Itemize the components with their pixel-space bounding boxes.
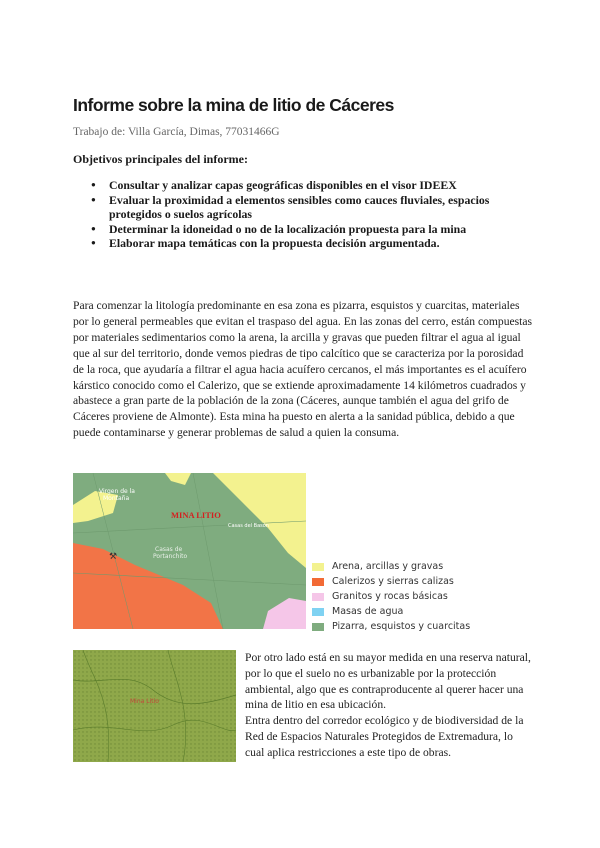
objectives-list bbox=[91, 178, 511, 251]
legend-swatch bbox=[312, 578, 324, 586]
protection-paragraph bbox=[245, 650, 535, 761]
protected-area-map bbox=[73, 650, 236, 762]
place-label-virgen: Virgen de la bbox=[99, 488, 135, 495]
protection-text: Entra dentro del corredor ecológico y de biodiversidad de la Red de Espacios Naturales Protegidos de Extremadura, lo cual aplica restricciones a este tipo de obras. bbox=[245, 714, 524, 759]
objective-item: ● Determinar la idoneidad o no de la localización propuesta para la mina bbox=[91, 222, 511, 237]
reserve-area bbox=[73, 650, 236, 762]
mina-litio-label: MINA LITIO bbox=[171, 510, 221, 520]
objective-item: ● Consultar y analizar capas geográficas disponibles en el visor IDEEX bbox=[91, 178, 511, 193]
mina-litio-label: Mina Litio bbox=[130, 698, 159, 705]
place-label-virgen: Montaña bbox=[103, 495, 130, 502]
legend-swatch bbox=[312, 623, 324, 631]
legend-label: Calerizos y sierras calizas bbox=[332, 576, 454, 587]
place-label-small: Casas del Basón bbox=[228, 523, 269, 529]
legend-item bbox=[312, 619, 470, 634]
legend-item bbox=[312, 559, 470, 574]
objectives-heading: Objetivos principales del informe: bbox=[73, 152, 248, 166]
legend-label: Pizarra, esquistos y cuarcitas bbox=[332, 621, 471, 632]
legend-label: Arena, arcillas y gravas bbox=[332, 561, 444, 572]
lithology-paragraph: Para comenzar la litología predominante en esa zona es pizarra, esquistos y cuarcitas, materiales por lo general permeables que evitan el traspaso del agua. En las zonas del cerro, están compuestas por materiales sedimentarios como la arena, la arcilla y gravas que pueden filtrar el agua al igual que al sur del territorio, donde vemos piedras de tipo calcítico que se caracteriza por la porosidad de la roca, que ayudaría a filtrar el agua hacia acuífero cercanos, el más importantes es el acuífero kárstico conocido como el Calerizo, que se extiende aproximadamente 14 kilómetros cuadrados y abastece a gran parte de la población de la zona (Cáceres, aunque también el agua del grifo de Cáceres proviene de Almonte). Esta mina ha puesto en alerta a la sanidad pública, debido a que puede contaminarse y generar problemas de salud a quien la consuma. bbox=[73, 299, 533, 440]
place-label-casas: Portanchito bbox=[153, 553, 188, 560]
legend-item bbox=[312, 589, 470, 604]
lithology-map bbox=[73, 473, 306, 629]
lithology-map-svg bbox=[73, 473, 306, 629]
legend-item bbox=[312, 574, 470, 589]
author-line: Trabajo de: Villa García, Dimas, 77031466G bbox=[73, 126, 280, 138]
objective-item: ● Evaluar la proximidad a elementos sensibles como cauces fluviales, espacios protegidos o suelos agrícolas bbox=[91, 193, 511, 222]
protection-text: Por otro lado está en su mayor medida en una reserva natural, por lo que el suelo no es urbanizable por la protección ambiental, algo que es contraproducente al querer hacer una mina de litio en esa ubicación. bbox=[245, 651, 531, 712]
place-label-casas: Casas de bbox=[155, 546, 183, 553]
legend-label: Granitos y rocas básicas bbox=[332, 591, 448, 602]
legend-item bbox=[312, 604, 470, 619]
mine-symbol-icon: ⚒ bbox=[109, 552, 118, 562]
objective-item: ● Elaborar mapa temáticas con la propuesta decisión argumentada. bbox=[91, 236, 511, 251]
legend-swatch bbox=[312, 563, 324, 571]
protected-area-map-svg bbox=[73, 650, 236, 762]
legend-swatch bbox=[312, 593, 324, 601]
legend-label: Masas de agua bbox=[332, 606, 404, 617]
document-title: Informe sobre la mina de litio de Cáceres bbox=[73, 95, 394, 115]
map-legend bbox=[312, 559, 470, 634]
legend-swatch bbox=[312, 608, 324, 616]
